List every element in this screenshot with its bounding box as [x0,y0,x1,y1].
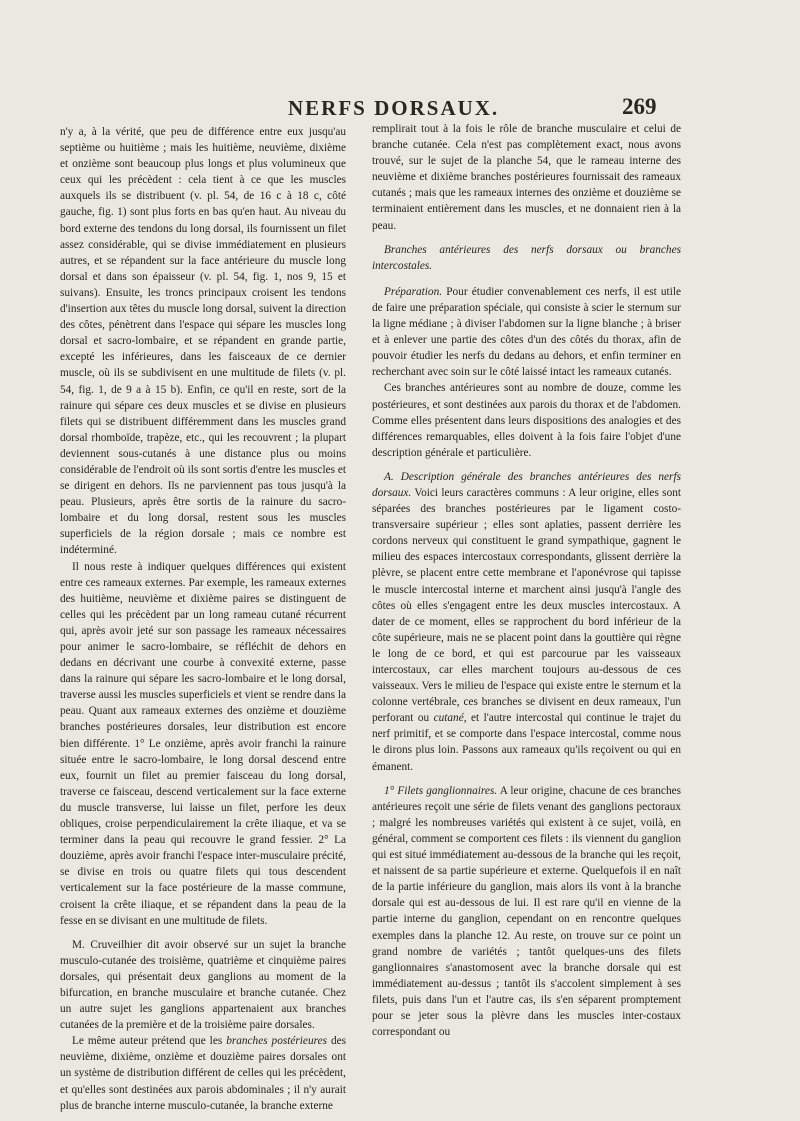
left-paragraph-1: n'y a, à la vérité, que peu de différence entre eux jusqu'au septième ou huitième ; mais les huitième, neuvième, dixième et onzième sont beaucoup plus longs et plus volumineux que ceux qui les précèdent : cela tient à ce que les muscles auxquels ils se distribuent (v. pl. 54, de 16 c à 18 c, côté gauche, fig. 1) sont plus forts en bas qu'en haut. Au niveau du bord externe des tendons du long dorsal, ils fournissent un filet assez considérable, qui se divise immédiatement en plusieurs autres, et se répandent sur la face antérieure du muscle long dorsal et dans son épaisseur (v. pl. 54, fig. 1, nos 9, 15 et suivans). Ensuite, les troncs principaux croisent les tendons d'insertion aux têtes du muscle long dorsal, suivent la direction des côtes, pénètrent dans l'espace qui sépare les muscles long dorsal et sacro-lombaire, et se répandent en grande partie, excepté les inférieures, dans les faisceaux de ce dernier muscle, où ils se subdivisent en une multitude de filets (v. pl. 54, fig. 1, de 9 a à 15 b). Enfin, ce qu'il en reste, sort de la rainure qui sépare ces deux muscles et se divise en plusieurs filets qui se distribuent différemment dans les muscles grand dorsal rhomboïde, trapèze, etc., qui les recouvrent ; la plupart deviennent sous-cutanés à une distance plus ou moins considérable de l'endroit où ils sont sortis d'entre les muscles et se dirigent en dehors. Ils ne parviennent pas tous jusqu'à la peau. Plusieurs, après être sortis de la rainure du sacro-lombaire et du long dorsal, restent sous les muscles superficiels de la région dorsale ; mais ce nombre est indéterminé. [60,126,346,557]
left-paragraph-4-end: des neuvième, dixième, onzième et douzième paires dorsales ont un système de distribution différent de celles qui les précèdent, et qu'elles sont destinées aux parois abdominales ; il n'y aurait plus de branche interne musculo-cutanée, la branche externe [60,1035,346,1112]
preparation-paragraph [372,284,681,381]
right-paragraph-1: remplirait tout à la fois le rôle de branche musculaire et celui de branche cutanée. Cela n'est pas complètement exact, nous avons trouvé, sur le sujet de la planche 54, que le rameau interne des neuvième et dixième branches postérieures fournissait des rameaux cutanés ; mais que les rameaux internes des onzième et douzième se terminaient entièrement dans les muscles, et ne donnaient rien à la peau. [372,123,681,232]
page-number: 269 [622,94,657,119]
filets-text: A leur origine, chacune de ces branches antérieures reçoit une série de filets venant des ganglions pectoraux ; malgré les nombreuses variétés qui existent à ce sujet, voilà, en général, comment se comportent ces filets : ils viennent du ganglion qui est situé immédiatement au-dessous de la branche qui les reçoit, et naissent de sa partie supérieure et externe. Quelquefois il en naît de la partie inférieure du ganglion, mais alors ils vont à la branche dorsale qui est au-dessous de lui. Il est rare qu'il en vienne de la partie interne du ganglion, cependant on en rencontre quelques exemples dans la planche 12. Au reste, on trouve sur ce point un grand nombre de variétés ; tantôt quelques-uns des filets ganglionnaires s'anastomosent avec la branche dorsale qui est immédiatement au-dessus ; tantôt ils s'accolent simplement à ses filets, puis dans l'un et l'autre cas, ils s'en séparent promptement pour se jeter sous la plèvre dans les muscles inter-costaux correspondant ou [372,784,682,1039]
left-column [60,124,346,1114]
description-text-2: et l'autre intercostal qui continue le trajet du nerf primitif, et se comporte dans l'espace intercostal, comme nous le dirons plus loin. Passons aux rameaux qu'ils reçoivent ou qui en émanent. [372,712,682,773]
left-paragraph-4 [60,1033,346,1113]
filets-label: 1° Filets ganglionnaires. [384,784,498,797]
description-label: A. Description générale des branches antérieures des nerfs dorsaux. [372,470,681,499]
left-paragraph-3: M. Cruveilhier dit avoir observé sur un sujet la branche musculo-cutanée des troisième, quatrième et cinquième paires dorsales, qui présentait deux ganglions au moment de la bifurcation, en branche musculaire et branche cutanée. Chez un autre sujet les ganglions appartenaient aux branches cutanées de la première et de la troisième paire dorsales. [60,938,346,1032]
section-heading: Branches antérieures des nerfs dorsaux ou branches intercostales. [372,243,681,272]
description-text: Voici leurs caractères communs : A leur origine, elles sont séparées des branches postérieures par le ligament costo-transversaire supérieur ; elles sont aplaties, passent derrière les cordons nerveux qui constituent le grand sympathique, gagnent le milieu des espaces intercostaux correspondants, glissent derrière la plèvre, se placent entre cette membrane et l'aponévrose qui tapisse le muscle intercostal interne et marchent ainsi jusqu'à l'angle des côtes où elles s'engagent entre les deux muscles intercostaux. A dater de ce moment, elles se rapprochent du bord inférieur de la côte supérieure, mais ne se placent point dans la gouttière qui règne le long de ce bord, et qui est parcourue par les vaisseaux intercostaux, car elles marchent toujours au-dessous de ces vaisseaux. Vers le milieu de l'espace qui existe entre le sternum et la colonne vertébrale, ces branches se divisent en deux rameaux, l'un perforant ou [372,486,682,725]
description-paragraph [372,469,681,775]
left-paragraph-2: Il nous reste à indiquer quelques différences qui existent entre ces rameaux externes. Par exemple, les rameaux externes des huitième, neuvième et dixième paires se distinguent de celles qui les précèdent par un long rameau cutané récurrent qui, après avoir jeté sur son passage les rameaux nécessaires pour animer le sacro-lombaire, se réfléchit de dehors en dedans en décrivant une courbe à convexité externe, passe dans la rainure qui sépare les sacro-lombaire et le long dorsal, traverse aussi les muscles superficiels et vient se rendre dans la peau. Quant aux rameaux externes des onzième et douzième branches postérieures dorsales, leur distribution est encore bien différente. 1° Le onzième, après avoir franchi la rainure située entre le sacro-lombaire, le long dorsal descend entre eux, fournit un filet au premier faisceau du long dorsal, traverse ce faisceau, descend verticalement sur la face externe du muscle transverse, lui laisse un filet, perfore les deux obliques, croise perpendiculairement la crête iliaque, et va se terminer dans la peau qui recouvre le grand fessier. 2° La douzième, après avoir franchi l'espace inter-musculaire précité, se divise en trois ou quatre filets qui tous descendent verticalement sur la face postérieure de la masse commune, croisent la crête iliaque, et se répandent dans la peau de la fesse en se divisant en une multitude de filets. [60,560,346,927]
left-paragraph-4-start: Le même auteur prétend que les [72,1035,223,1048]
right-paragraph-2: Ces branches antérieures sont au nombre de douze, comme les postérieures, et sont destinées aux parois du thorax et de l'abdomen. Comme elles présentent dans leurs dispositions des analogies et des différences remarquables, elles doivent à la fois faire l'objet d'une description générale et particulière. [372,382,681,459]
right-column [372,121,681,1040]
left-paragraph-4-italic: branches postérieures [226,1035,327,1048]
running-title: NERFS DORSAUX. [288,96,500,120]
description-cutane: cutané, [433,712,467,725]
filets-paragraph [372,783,681,1041]
preparation-text: Pour étudier convenablement ces nerfs, il est utile de faire une préparation spéciale, qui consiste à scier le sternum sur la ligne médiane ; à diviser l'abdomen sur la ligne blanche ; à briser et à enlever une partie des côtes d'un des côtés du thorax, afin de pouvoir étudier les nerfs du dedans au dehors, et enfin terminer en recherchant avec soin sur le côté laissé intact les rameaux cutanés. [372,285,681,379]
preparation-label: Préparation. [384,285,443,298]
